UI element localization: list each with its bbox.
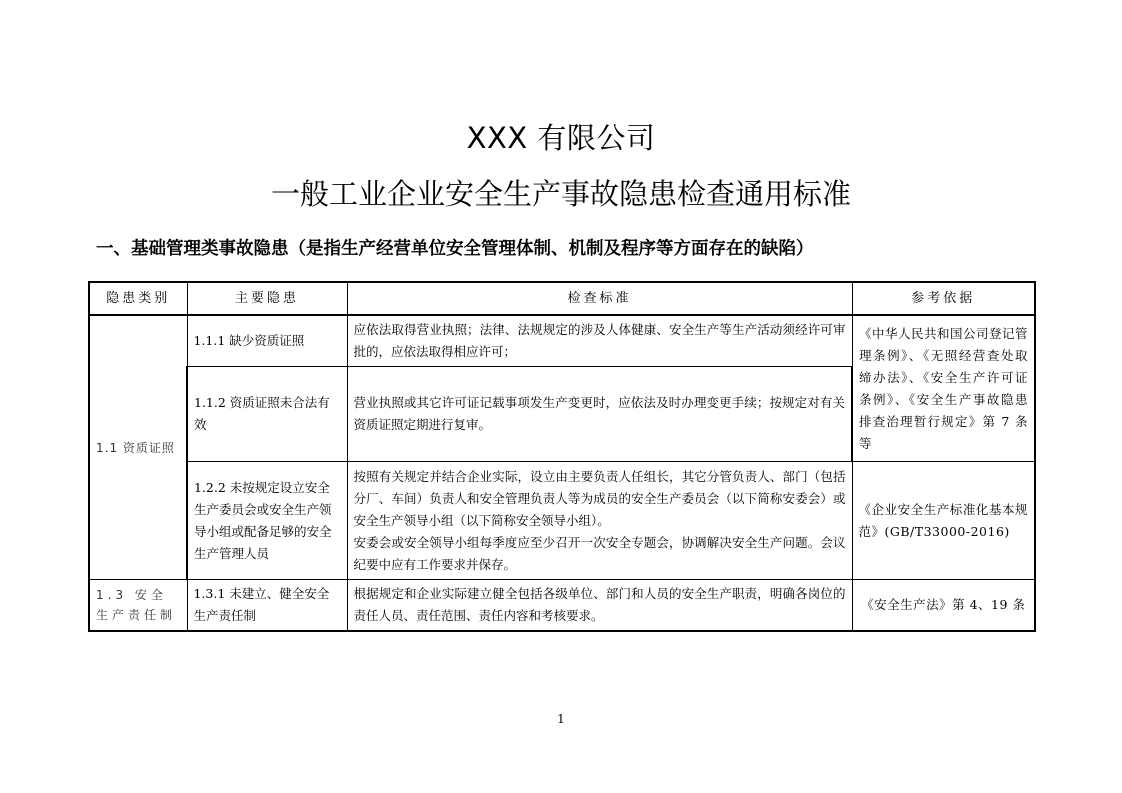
criteria-text: 应依法取得营业执照；法律、法规规定的涉及人体健康、安全生产等生产活动须经许可审批的，应依法取得相应许可；: [353, 322, 846, 359]
hazard-cell: 1.1.2 资质证照未合法有效: [187, 367, 347, 462]
document-title: 一般工业企业安全生产事故隐患检查通用标准: [270, 177, 851, 211]
category-cell: 1.3 安全生产责任制: [89, 580, 187, 632]
criteria-text: 安委会或安全领导小组每季度应至少召开一次安全专题会，协调解决安全生产问题。会议纪要中应有工作要求并保存。: [353, 534, 846, 572]
table-row: [89, 462, 1035, 580]
category-cell: 1.1 资质证照: [89, 315, 187, 580]
criteria-cell: [347, 367, 852, 462]
criteria-cell: [347, 315, 852, 367]
criteria-text: 按照有关规定并结合企业实际，设立由主要负责人任组长，其它分管负责人、部门（包括分厂、车间）负责人和安全管理负责人等为成员的安全生产委员会（以下简称安委会）或安全生产领导小组（以下简称安全领导小组）。: [353, 468, 846, 528]
company-title: XXX 有限公司: [466, 121, 656, 155]
table-row: [89, 315, 1035, 367]
column-header-reference: 参考依据: [852, 282, 1035, 315]
criteria-text: 根据规定和企业实际建立健全包括各级单位、部门和人员的安全生产职责，明确各岗位的责任人员、责任范围、责任内容和考核要求。: [353, 586, 846, 623]
hazard-cell: 1.2.2 未按规定设立安全生产委员会或安全生产领导小组或配备足够的安全生产管理人员: [187, 462, 347, 580]
table-row: [89, 580, 1035, 632]
reference-cell: 《企业安全生产标准化基本规范》(GB/T33000-2016): [852, 462, 1035, 580]
criteria-cell: [347, 462, 852, 580]
page-number: 1: [557, 712, 565, 726]
column-header-category: 隐患类别: [89, 282, 187, 315]
reference-cell: 《中华人民共和国公司登记管理条例》、《无照经营查处取缔办法》、《安全生产许可证条例》、《安全生产事故隐患排查治理暂行规定》第 7 条等: [852, 315, 1035, 462]
hazard-cell: 1.3.1 未建立、健全安全生产责任制: [187, 580, 347, 632]
column-header-criteria: 检查标准: [347, 282, 852, 315]
hazard-cell: 1.1.1 缺少资质证照: [187, 315, 347, 367]
table-header-row: [89, 282, 1035, 315]
column-header-hazard: 主要隐患: [187, 282, 347, 315]
inspection-standard-table: [88, 281, 1036, 632]
reference-cell: 《安全生产法》第 4、19 条: [852, 580, 1035, 632]
criteria-text: 营业执照或其它许可证记载事项发生产变更时，应依法及时办理变更手续；按规定对有关资质证照定期进行复审。: [353, 395, 845, 432]
section-heading: 一、基础管理类事故隐患（是指生产经营单位安全管理体制、机制及程序等方面存在的缺陷）: [96, 239, 814, 259]
criteria-cell: [347, 580, 852, 632]
